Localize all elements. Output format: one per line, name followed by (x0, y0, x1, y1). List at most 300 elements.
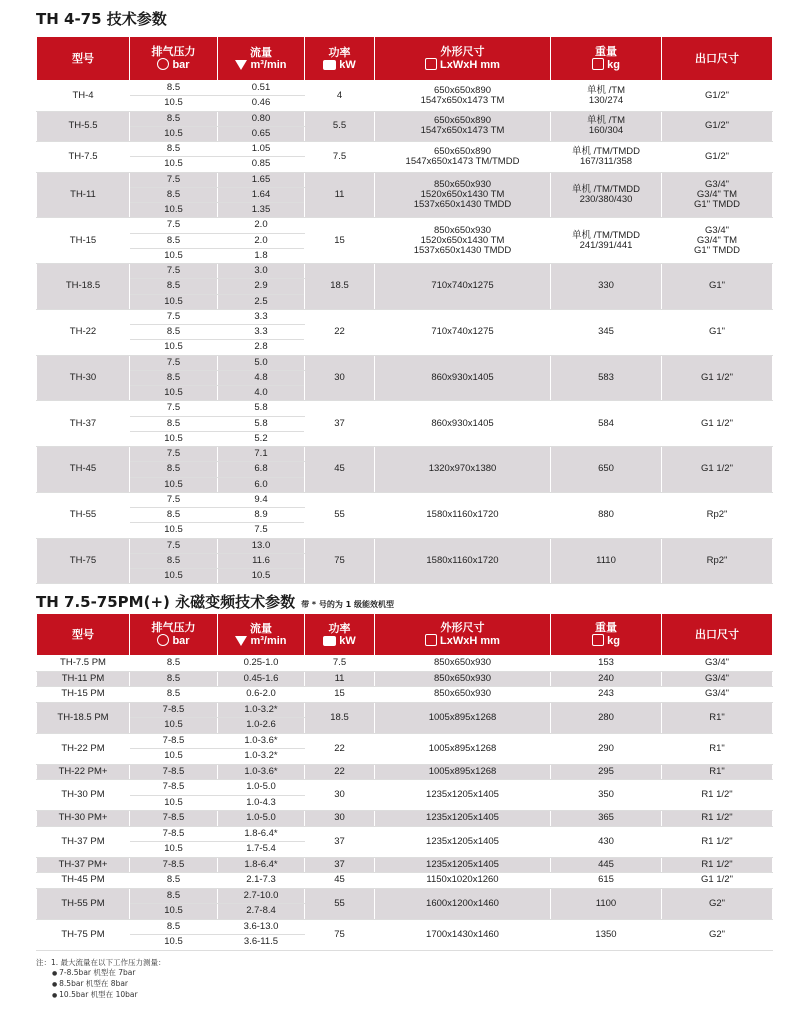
table-row (37, 780, 773, 796)
pressure-cell: 10.5 (130, 157, 218, 172)
flow-cell: 2.7-10.0 (218, 888, 305, 904)
power-cell: 75 (305, 919, 375, 950)
header-pressure-unit: bar (172, 59, 190, 71)
pressure-cell: 8.5 (130, 233, 218, 248)
table-row (37, 142, 773, 157)
header-model (37, 614, 130, 656)
table-row (37, 656, 773, 672)
weight-cell: 880 (551, 492, 662, 538)
pressure-cell: 7.5 (130, 309, 218, 324)
size-cell: 1150x1020x1260 (375, 873, 551, 889)
gauge-icon (157, 58, 169, 70)
outlet-cell: R1 1/2" (662, 857, 773, 873)
power-cell: 37 (305, 401, 375, 447)
flow-cell: 0.65 (218, 126, 305, 141)
flow-icon (235, 636, 247, 646)
size-cell: 850x650x930 1520x650x1430 TM 1537x650x1430 TMDD (375, 172, 551, 218)
size-cell: 710x740x1275 (375, 309, 551, 355)
header-size (375, 614, 551, 656)
weight-cell: 350 (551, 780, 662, 811)
weight-cell: 单机 /TM 160/304 (551, 111, 662, 142)
pressure-cell: 10.5 (130, 935, 218, 951)
pressure-cell: 7-8.5 (130, 702, 218, 718)
model-cell: TH-15 PM (37, 687, 130, 703)
power-cell: 37 (305, 826, 375, 857)
pressure-cell: 10.5 (130, 126, 218, 141)
outlet-cell: G1 1/2" (662, 873, 773, 889)
flow-cell: 1.05 (218, 142, 305, 157)
spec-table-th (36, 36, 773, 584)
model-cell: TH-11 PM (37, 671, 130, 687)
table-row (37, 811, 773, 827)
size-cell: 1005x895x1268 (375, 733, 551, 764)
pressure-cell: 7-8.5 (130, 857, 218, 873)
weight-cell: 615 (551, 873, 662, 889)
dimensions-icon (425, 58, 437, 70)
weight-cell: 650 (551, 447, 662, 493)
flow-cell: 1.0-3.6* (218, 733, 305, 749)
pressure-cell: 10.5 (130, 842, 218, 858)
weight-cell: 单机 /TM/TMDD 167/311/358 (551, 142, 662, 173)
table-row (37, 764, 773, 780)
weight-cell: 280 (551, 702, 662, 733)
header-pressure-unit: bar (172, 635, 190, 647)
size-cell: 650x650x890 1547x650x1473 TM/TMDD (375, 142, 551, 173)
table-row (37, 447, 773, 462)
flow-cell: 4.8 (218, 370, 305, 385)
table-row (37, 355, 773, 370)
weight-icon (592, 58, 604, 70)
pressure-cell: 7.5 (130, 355, 218, 370)
header-size-unit: LxWxH mm (440, 59, 500, 71)
pressure-cell: 8.5 (130, 416, 218, 431)
model-cell: TH-37 PM+ (37, 857, 130, 873)
table-row (37, 401, 773, 416)
pressure-cell: 10.5 (130, 431, 218, 446)
flow-cell: 2.9 (218, 279, 305, 294)
table-row (37, 172, 773, 187)
header-flow-label: 流量 (250, 45, 272, 59)
table-row (37, 873, 773, 889)
flow-cell: 0.85 (218, 157, 305, 172)
pressure-cell: 10.5 (130, 386, 218, 401)
table-row (37, 687, 773, 703)
outlet-cell: R1" (662, 764, 773, 780)
header-power (305, 37, 375, 81)
header-flow (218, 614, 305, 656)
weight-cell: 365 (551, 811, 662, 827)
power-cell: 22 (305, 733, 375, 764)
model-cell: TH-75 (37, 538, 130, 584)
pressure-cell: 8.5 (130, 279, 218, 294)
pressure-cell: 8.5 (130, 687, 218, 703)
flow-cell: 3.6-11.5 (218, 935, 305, 951)
power-cell: 5.5 (305, 111, 375, 142)
flow-cell: 0.51 (218, 81, 305, 96)
pressure-cell: 8.5 (130, 370, 218, 385)
pressure-cell: 7.5 (130, 172, 218, 187)
size-cell: 850x650x930 1520x650x1430 TM 1537x650x1430 TMDD (375, 218, 551, 264)
pressure-cell: 8.5 (130, 656, 218, 672)
size-cell: 1005x895x1268 (375, 702, 551, 733)
flow-cell: 1.0-5.0 (218, 780, 305, 796)
flow-cell: 5.8 (218, 416, 305, 431)
outlet-cell: G1 1/2" (662, 447, 773, 493)
flow-cell: 5.8 (218, 401, 305, 416)
model-cell: TH-18.5 PM (37, 702, 130, 733)
pressure-cell: 7.5 (130, 264, 218, 279)
header-power-label: 功率 (328, 45, 351, 59)
weight-cell: 330 (551, 264, 662, 310)
power-cell: 30 (305, 780, 375, 811)
flow-cell: 5.0 (218, 355, 305, 370)
header-weight-label: 重量 (595, 45, 617, 58)
header-power (305, 614, 375, 656)
pressure-cell: 8.5 (130, 142, 218, 157)
size-cell: 1235x1205x1405 (375, 811, 551, 827)
power-cell: 30 (305, 811, 375, 827)
outlet-cell: G1/2" (662, 142, 773, 173)
weight-cell: 430 (551, 826, 662, 857)
table-header-row (37, 614, 773, 656)
model-cell: TH-15 (37, 218, 130, 264)
model-cell: TH-11 (37, 172, 130, 218)
header-weight (551, 37, 662, 81)
model-cell: TH-45 PM (37, 873, 130, 889)
size-cell: 1320x970x1380 (375, 447, 551, 493)
pressure-cell: 7-8.5 (130, 826, 218, 842)
weight-cell: 445 (551, 857, 662, 873)
outlet-cell: G2" (662, 919, 773, 950)
power-cell: 22 (305, 309, 375, 355)
flow-cell: 3.0 (218, 264, 305, 279)
header-size (375, 37, 551, 81)
motor-icon (323, 636, 336, 646)
flow-cell: 2.7-8.4 (218, 904, 305, 920)
model-cell: TH-30 (37, 355, 130, 401)
pressure-cell: 10.5 (130, 203, 218, 218)
flow-cell: 1.0-3.6* (218, 764, 305, 780)
pressure-cell: 7.5 (130, 492, 218, 507)
outlet-cell: R1" (662, 733, 773, 764)
model-cell: TH-37 (37, 401, 130, 447)
flow-cell: 1.65 (218, 172, 305, 187)
power-cell: 30 (305, 355, 375, 401)
pressure-cell: 10.5 (130, 477, 218, 492)
outlet-cell: Rp2" (662, 492, 773, 538)
header-power-unit: kW (339, 634, 356, 647)
table-row (37, 826, 773, 842)
flow-cell: 0.80 (218, 111, 305, 126)
flow-cell: 0.6-2.0 (218, 687, 305, 703)
outlet-cell: G1/2" (662, 111, 773, 142)
size-cell: 650x650x890 1547x650x1473 TM (375, 111, 551, 142)
pressure-cell: 7.5 (130, 218, 218, 233)
power-cell: 15 (305, 687, 375, 703)
power-cell: 45 (305, 873, 375, 889)
header-power-label: 功率 (328, 621, 351, 635)
table-row (37, 538, 773, 553)
weight-cell: 单机 /TM 130/274 (551, 81, 662, 112)
pressure-cell: 8.5 (130, 553, 218, 568)
pressure-cell: 8.5 (130, 462, 218, 477)
pressure-cell: 10.5 (130, 569, 218, 584)
flow-cell: 3.3 (218, 325, 305, 340)
outlet-cell: G1/2" (662, 81, 773, 112)
flow-cell: 1.7-5.4 (218, 842, 305, 858)
section1-title: TH 4-75 技术参数 (36, 10, 167, 28)
model-cell: TH-22 PM+ (37, 764, 130, 780)
weight-icon (592, 634, 604, 646)
flow-cell: 0.25-1.0 (218, 656, 305, 672)
table-row (37, 671, 773, 687)
header-flow (218, 37, 305, 81)
pressure-cell: 8.5 (130, 81, 218, 96)
model-cell: TH-22 (37, 309, 130, 355)
weight-cell: 583 (551, 355, 662, 401)
weight-cell: 243 (551, 687, 662, 703)
table-header-row (37, 37, 773, 81)
flow-cell: 0.45-1.6 (218, 671, 305, 687)
table-row (37, 264, 773, 279)
flow-cell: 1.0-2.6 (218, 718, 305, 734)
outlet-cell: G1" (662, 264, 773, 310)
pressure-cell: 10.5 (130, 248, 218, 263)
header-pressure-label: 排气压力 (151, 621, 196, 634)
size-cell: 1235x1205x1405 (375, 780, 551, 811)
outlet-cell: G3/4" (662, 656, 773, 672)
pressure-cell: 8.5 (130, 111, 218, 126)
weight-cell: 单机 /TM/TMDD 241/391/441 (551, 218, 662, 264)
table-row (37, 218, 773, 233)
header-weight-unit: kg (607, 635, 620, 647)
pressure-cell: 8.5 (130, 919, 218, 935)
outlet-cell: G3/4" G3/4" TM G1" TMDD (662, 218, 773, 264)
table-row (37, 702, 773, 718)
flow-cell: 3.3 (218, 309, 305, 324)
flow-cell: 7.5 (218, 523, 305, 538)
model-cell: TH-55 (37, 492, 130, 538)
flow-icon (235, 60, 247, 70)
pressure-cell: 10.5 (130, 749, 218, 765)
flow-cell: 1.0-3.2* (218, 702, 305, 718)
header-model (37, 37, 130, 81)
pressure-cell: 8.5 (130, 325, 218, 340)
spec-table-th-pm (36, 613, 773, 951)
weight-cell: 290 (551, 733, 662, 764)
model-cell: TH-30 PM (37, 780, 130, 811)
model-cell: TH-45 (37, 447, 130, 493)
model-cell: TH-7.5 (37, 142, 130, 173)
footnote-item: ● 10.5bar 机型在 10bar (36, 990, 166, 1001)
table-row (37, 81, 773, 96)
size-cell: 650x650x890 1547x650x1473 TM (375, 81, 551, 112)
pressure-cell: 7.5 (130, 447, 218, 462)
size-cell: 1235x1205x1405 (375, 857, 551, 873)
pressure-cell: 10.5 (130, 795, 218, 811)
flow-cell: 11.6 (218, 553, 305, 568)
header-size-label: 外形尺寸 (440, 621, 485, 634)
header-weight (551, 614, 662, 656)
flow-cell: 1.64 (218, 187, 305, 202)
size-cell: 710x740x1275 (375, 264, 551, 310)
outlet-cell: R1 1/2" (662, 811, 773, 827)
pressure-cell: 7.5 (130, 401, 218, 416)
size-cell: 1580x1160x1720 (375, 492, 551, 538)
outlet-cell: G1 1/2" (662, 401, 773, 447)
header-model-label: 型号 (72, 627, 94, 641)
flow-cell: 2.1-7.3 (218, 873, 305, 889)
model-cell: TH-22 PM (37, 733, 130, 764)
power-cell: 55 (305, 888, 375, 919)
outlet-cell: R1 1/2" (662, 826, 773, 857)
footnote-item: ● 8.5bar 机型在 8bar (36, 979, 166, 990)
model-cell: TH-75 PM (37, 919, 130, 950)
weight-cell: 1100 (551, 888, 662, 919)
header-flow-label: 流量 (250, 621, 272, 635)
pressure-cell: 7.5 (130, 538, 218, 553)
size-cell: 850x650x930 (375, 671, 551, 687)
power-cell: 18.5 (305, 264, 375, 310)
table-row (37, 888, 773, 904)
header-size-unit: LxWxH mm (440, 635, 500, 647)
outlet-cell: G3/4" (662, 687, 773, 703)
outlet-cell: G2" (662, 888, 773, 919)
gauge-icon (157, 634, 169, 646)
power-cell: 15 (305, 218, 375, 264)
pressure-cell: 10.5 (130, 904, 218, 920)
pressure-cell: 10.5 (130, 718, 218, 734)
header-pressure-label: 排气压力 (151, 45, 196, 58)
pressure-cell: 7-8.5 (130, 811, 218, 827)
header-weight-unit: kg (607, 59, 620, 71)
outlet-cell: G3/4" G3/4" TM G1" TMDD (662, 172, 773, 218)
size-cell: 1580x1160x1720 (375, 538, 551, 584)
header-outlet (662, 614, 773, 656)
power-cell: 7.5 (305, 142, 375, 173)
pressure-cell: 7-8.5 (130, 780, 218, 796)
pressure-cell: 8.5 (130, 508, 218, 523)
pressure-cell: 8.5 (130, 873, 218, 889)
pressure-cell: 10.5 (130, 294, 218, 309)
power-cell: 11 (305, 671, 375, 687)
pressure-cell: 8.5 (130, 671, 218, 687)
weight-cell: 153 (551, 656, 662, 672)
power-cell: 37 (305, 857, 375, 873)
footnote-heading: 注：1. 最大流量在以下工作压力测量： (36, 958, 166, 967)
power-cell: 22 (305, 764, 375, 780)
power-cell: 18.5 (305, 702, 375, 733)
flow-cell: 9.4 (218, 492, 305, 507)
power-cell: 75 (305, 538, 375, 584)
power-cell: 7.5 (305, 656, 375, 672)
flow-cell: 7.1 (218, 447, 305, 462)
header-flow-unit: m³/min (250, 634, 287, 647)
pressure-cell: 7-8.5 (130, 733, 218, 749)
flow-cell: 1.8-6.4* (218, 826, 305, 842)
size-cell: 860x930x1405 (375, 355, 551, 401)
flow-cell: 2.8 (218, 340, 305, 355)
section2-title: TH 7.5-75PM(+) 永磁变频技术参数 带 * 号的为 1 级能效机型 (36, 593, 394, 611)
weight-cell: 单机 /TM/TMDD 230/380/430 (551, 172, 662, 218)
weight-cell: 295 (551, 764, 662, 780)
size-cell: 1235x1205x1405 (375, 826, 551, 857)
header-flow-unit: m³/min (250, 58, 287, 71)
header-outlet-label: 出口尺寸 (695, 627, 739, 641)
motor-icon (323, 60, 336, 70)
model-cell: TH-5.5 (37, 111, 130, 142)
pressure-cell: 8.5 (130, 888, 218, 904)
table-row (37, 919, 773, 935)
outlet-cell: G3/4" (662, 671, 773, 687)
outlet-cell: R1 1/2" (662, 780, 773, 811)
model-cell: TH-7.5 PM (37, 656, 130, 672)
size-cell: 850x650x930 (375, 687, 551, 703)
header-weight-label: 重量 (595, 621, 617, 634)
weight-cell: 1110 (551, 538, 662, 584)
flow-cell: 1.0-3.2* (218, 749, 305, 765)
footnote-item: ● 7-8.5bar 机型在 7bar (36, 968, 166, 979)
header-outlet-label: 出口尺寸 (695, 51, 739, 65)
outlet-cell: G1 1/2" (662, 355, 773, 401)
flow-cell: 1.8 (218, 248, 305, 263)
flow-cell: 2.5 (218, 294, 305, 309)
flow-cell: 1.8-6.4* (218, 857, 305, 873)
dimensions-icon (425, 634, 437, 646)
flow-cell: 5.2 (218, 431, 305, 446)
flow-cell: 1.35 (218, 203, 305, 218)
size-cell: 1700x1430x1460 (375, 919, 551, 950)
table-row (37, 492, 773, 507)
flow-cell: 8.9 (218, 508, 305, 523)
size-cell: 1600x1200x1460 (375, 888, 551, 919)
outlet-cell: Rp2" (662, 538, 773, 584)
model-cell: TH-30 PM+ (37, 811, 130, 827)
pressure-cell: 8.5 (130, 187, 218, 202)
weight-cell: 345 (551, 309, 662, 355)
pressure-cell: 10.5 (130, 340, 218, 355)
model-cell: TH-55 PM (37, 888, 130, 919)
section2-note: 带 * 号的为 1 级能效机型 (301, 600, 394, 609)
flow-cell: 1.0-4.3 (218, 795, 305, 811)
outlet-cell: G1" (662, 309, 773, 355)
model-cell: TH-37 PM (37, 826, 130, 857)
size-cell: 1005x895x1268 (375, 764, 551, 780)
power-cell: 4 (305, 81, 375, 112)
header-power-unit: kW (339, 58, 356, 71)
model-cell: TH-4 (37, 81, 130, 112)
flow-cell: 1.0-5.0 (218, 811, 305, 827)
flow-cell: 4.0 (218, 386, 305, 401)
flow-cell: 10.5 (218, 569, 305, 584)
header-model-label: 型号 (72, 51, 94, 65)
footnotes (36, 958, 166, 1001)
flow-cell: 13.0 (218, 538, 305, 553)
flow-cell: 0.46 (218, 96, 305, 111)
outlet-cell: R1" (662, 702, 773, 733)
table-row (37, 857, 773, 873)
power-cell: 45 (305, 447, 375, 493)
header-pressure (130, 614, 218, 656)
flow-cell: 2.0 (218, 233, 305, 248)
pressure-cell: 10.5 (130, 96, 218, 111)
header-size-label: 外形尺寸 (440, 45, 485, 58)
flow-cell: 6.8 (218, 462, 305, 477)
pressure-cell: 10.5 (130, 523, 218, 538)
weight-cell: 584 (551, 401, 662, 447)
size-cell: 860x930x1405 (375, 401, 551, 447)
header-outlet (662, 37, 773, 81)
